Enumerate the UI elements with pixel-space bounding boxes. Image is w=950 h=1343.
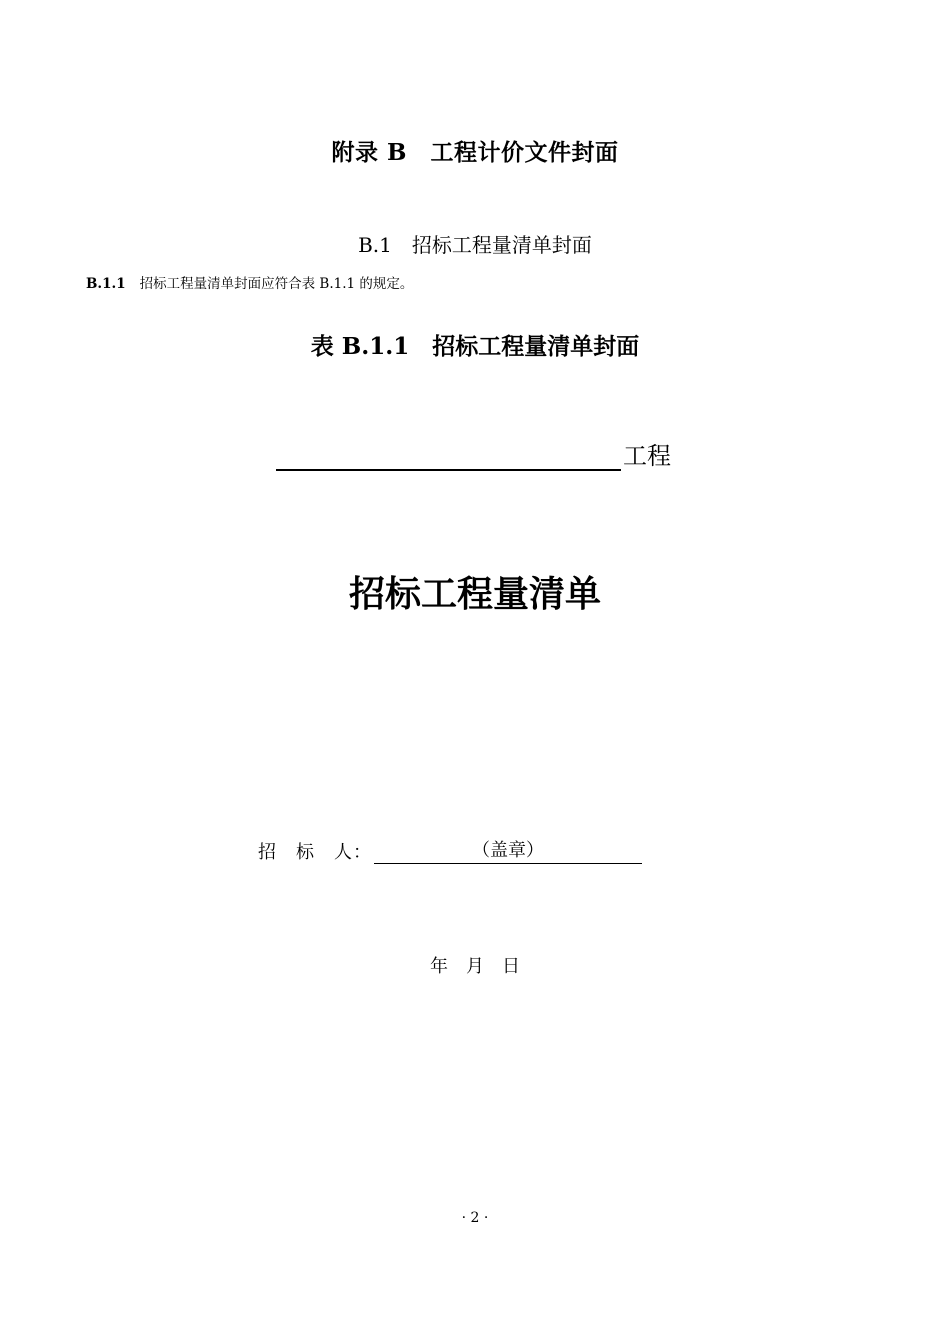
table-title: 表 B.1.1 招标工程量清单封面	[310, 333, 640, 360]
seal-note: （盖章）	[472, 840, 544, 861]
date-line: 年 月 日	[430, 956, 520, 977]
appendix-title: 附录 B 工程计价文件封面	[331, 139, 619, 166]
project-name-blank	[276, 440, 621, 471]
tenderer-label: 招 标 人：	[258, 842, 372, 863]
clause-text: 招标工程量清单封面应符合表 B.1.1 的规定。	[139, 276, 414, 292]
page-number: · 2 ·	[461, 1210, 489, 1226]
clause-paragraph	[86, 272, 413, 292]
clause-number: B.1.1	[86, 276, 126, 292]
project-suffix: 工程	[623, 442, 671, 470]
section-title: B.1 招标工程量清单封面	[358, 233, 592, 257]
tenderer-row	[258, 838, 642, 864]
tenderer-seal-field	[374, 839, 642, 864]
project-name-line	[276, 440, 671, 471]
document-title: 招标工程量清单	[348, 574, 601, 615]
